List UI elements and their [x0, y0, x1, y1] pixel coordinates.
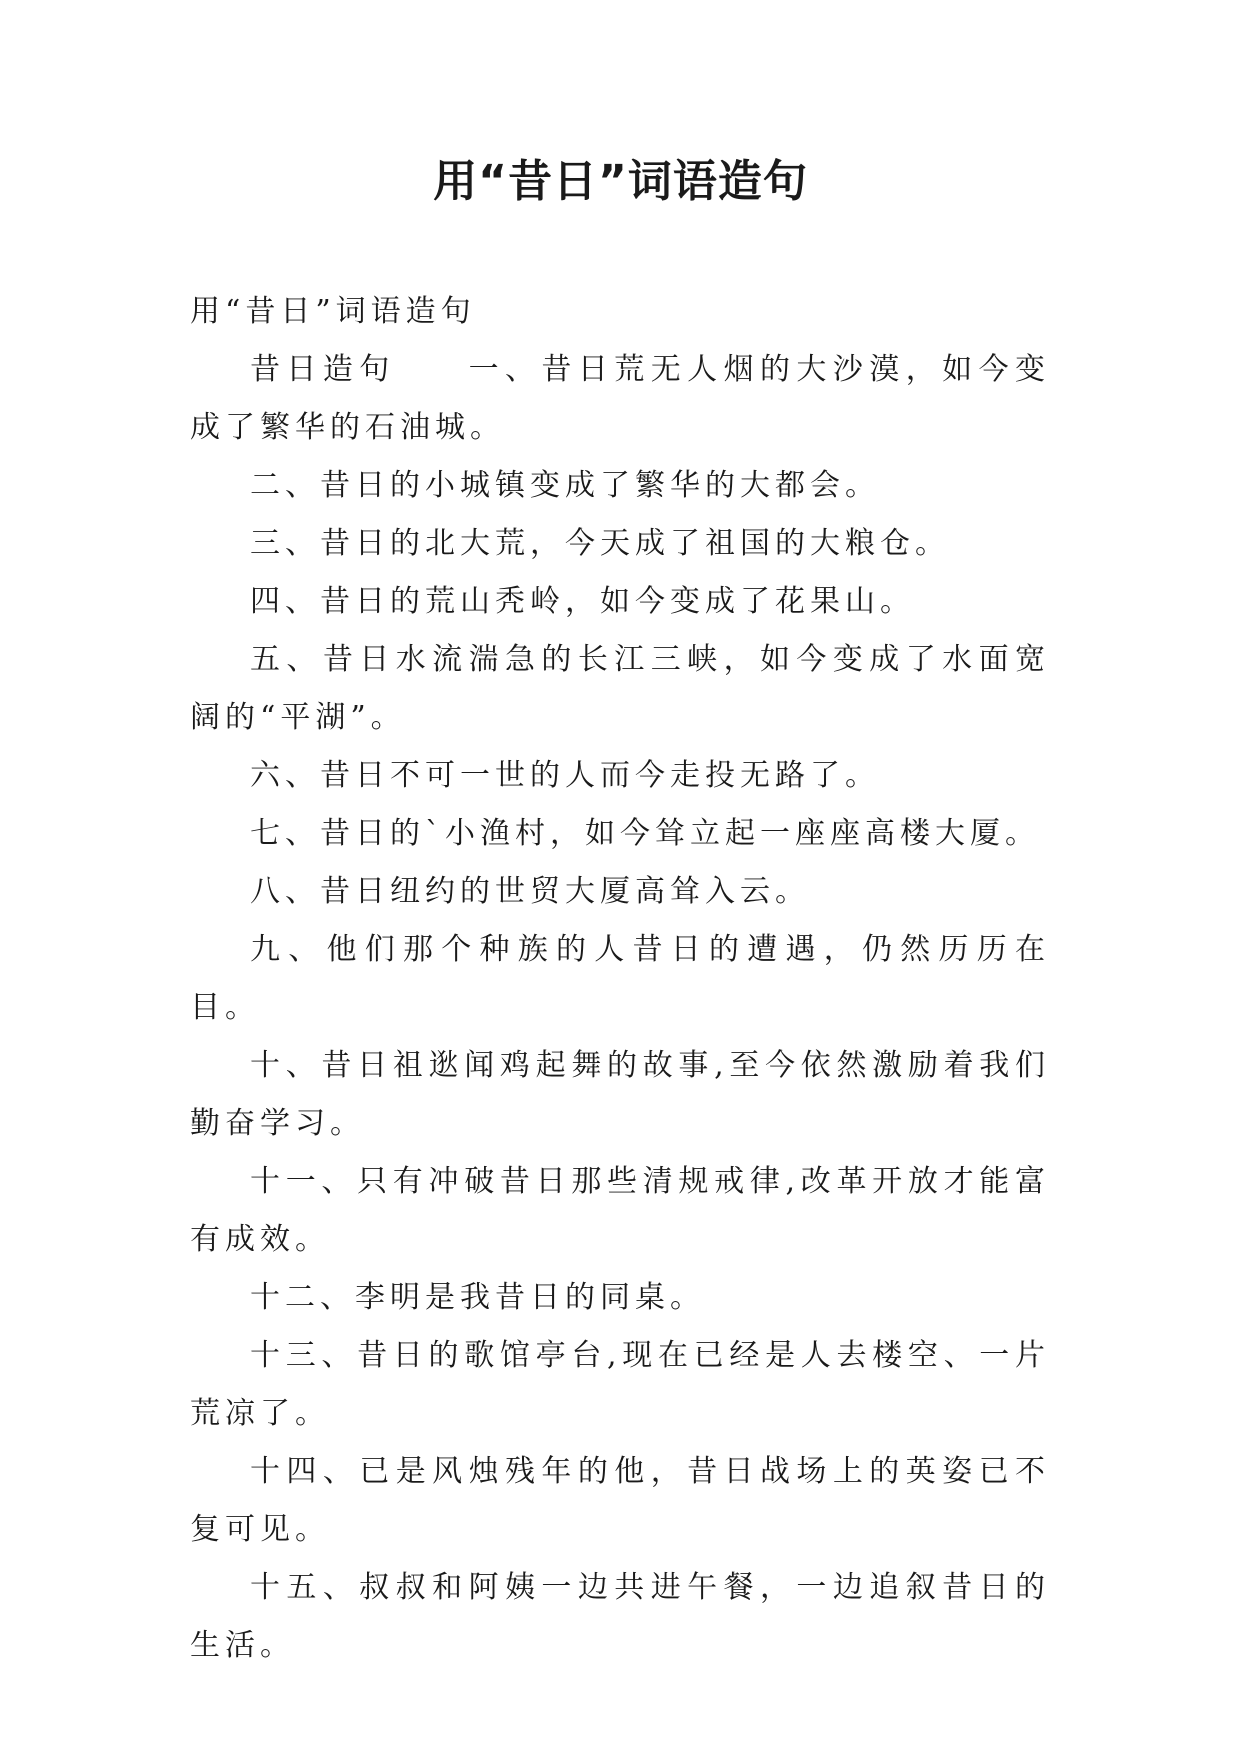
paragraph-4: 四、昔日的荒山秃岭，如今变成了花果山。	[250, 584, 915, 619]
paragraph-9: 九、他们那个种族的人昔日的遭遇，仍然历历在目。	[190, 932, 1050, 1025]
paragraph-5: 五、昔日水流湍急的长江三峡，如今变成了水面宽阔的“平湖”。	[190, 642, 1050, 735]
paragraph-11: 十一、只有冲破昔日那些清规戒律,改革开放才能富有成效。	[190, 1164, 1050, 1257]
paragraph-2: 二、昔日的小城镇变成了繁华的大都会。	[250, 468, 880, 503]
document-subtitle: 用“昔日”词语造句	[190, 294, 476, 329]
document-body	[190, 283, 1050, 1675]
paragraph-12: 十二、李明是我昔日的同桌。	[250, 1280, 705, 1315]
paragraph-3: 三、昔日的北大荒，今天成了祖国的大粮仓。	[250, 526, 950, 561]
paragraph-10: 十、昔日祖逖闻鸡起舞的故事,至今依然激励着我们勤奋学习。	[190, 1048, 1050, 1141]
paragraph-13: 十三、昔日的歌馆亭台,现在已经是人去楼空、一片荒凉了。	[190, 1338, 1050, 1431]
paragraph-14: 十四、已是风烛残年的他，昔日战场上的英姿已不复可见。	[190, 1454, 1050, 1547]
paragraph-6: 六、昔日不可一世的人而今走投无路了。	[250, 758, 880, 793]
document-title: 用“昔日”词语造句	[433, 156, 808, 207]
paragraph-1: 昔日造句 一、昔日荒无人烟的大沙漠，如今变成了繁华的石油城。	[190, 352, 1050, 445]
paragraph-15: 十五、叔叔和阿姨一边共进午餐，一边追叙昔日的生活。	[190, 1570, 1050, 1663]
paragraph-7: 七、昔日的`小渔村，如今耸立起一座座高楼大厦。	[250, 816, 1040, 851]
paragraph-8: 八、昔日纽约的世贸大厦高耸入云。	[250, 874, 810, 909]
